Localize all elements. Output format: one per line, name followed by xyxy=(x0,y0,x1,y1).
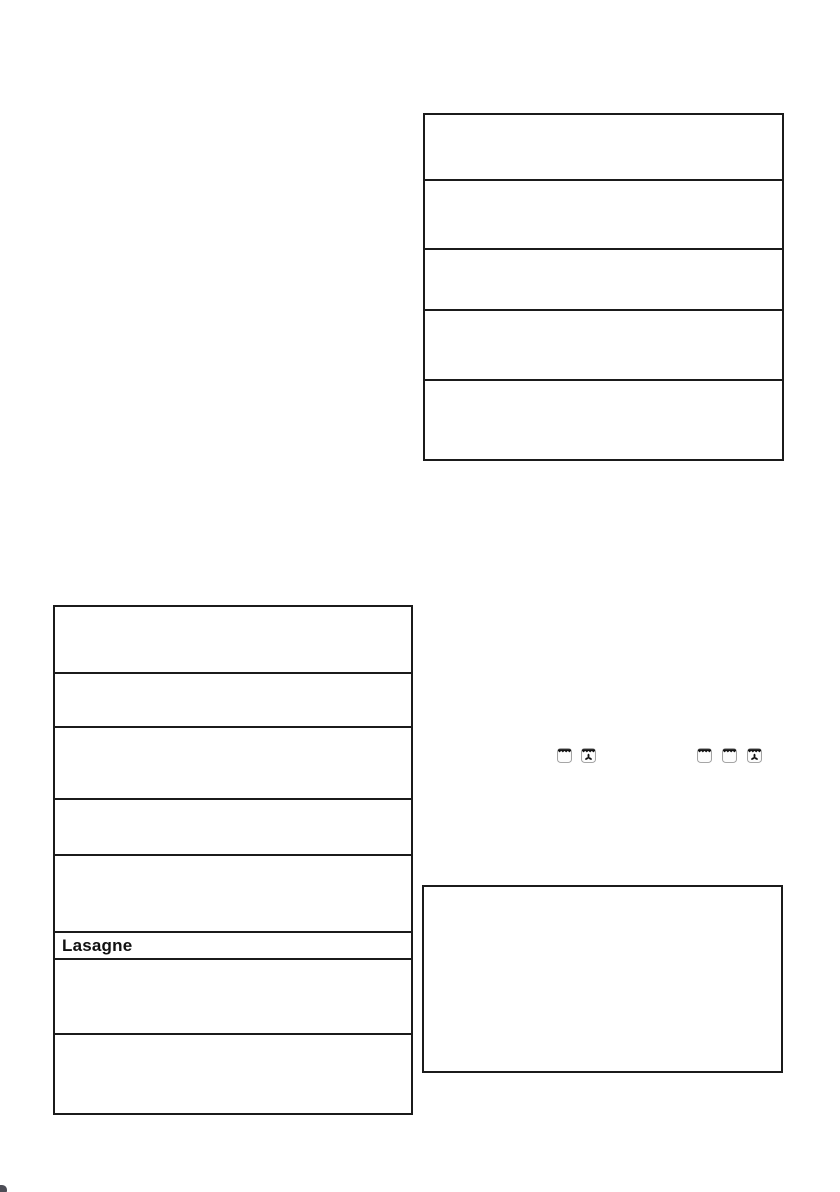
fan-grill-icon xyxy=(747,748,762,763)
table-row xyxy=(55,672,411,726)
cooking-table-left xyxy=(53,605,413,1115)
table-row xyxy=(55,726,411,798)
table-row xyxy=(55,1033,411,1113)
table-row xyxy=(425,248,782,309)
oven-function-icons-set-1 xyxy=(557,748,596,763)
oven-function-icons-set-2 xyxy=(697,748,762,763)
table-row xyxy=(425,179,782,248)
grill-element-icon xyxy=(697,748,712,763)
empty-info-box xyxy=(422,885,783,1073)
table-row xyxy=(55,607,411,672)
table-row xyxy=(55,798,411,854)
cooking-table-top-right xyxy=(423,113,784,461)
dish-name-row-lasagne: Lasagne xyxy=(55,931,411,958)
table-row xyxy=(425,309,782,379)
scan-artifact-smudge xyxy=(0,1185,7,1192)
table-row xyxy=(425,115,782,179)
fan-grill-icon xyxy=(581,748,596,763)
table-row xyxy=(55,854,411,931)
table-row xyxy=(425,379,782,459)
table-row xyxy=(55,958,411,1033)
grill-element-icon xyxy=(722,748,737,763)
grill-element-icon xyxy=(557,748,572,763)
